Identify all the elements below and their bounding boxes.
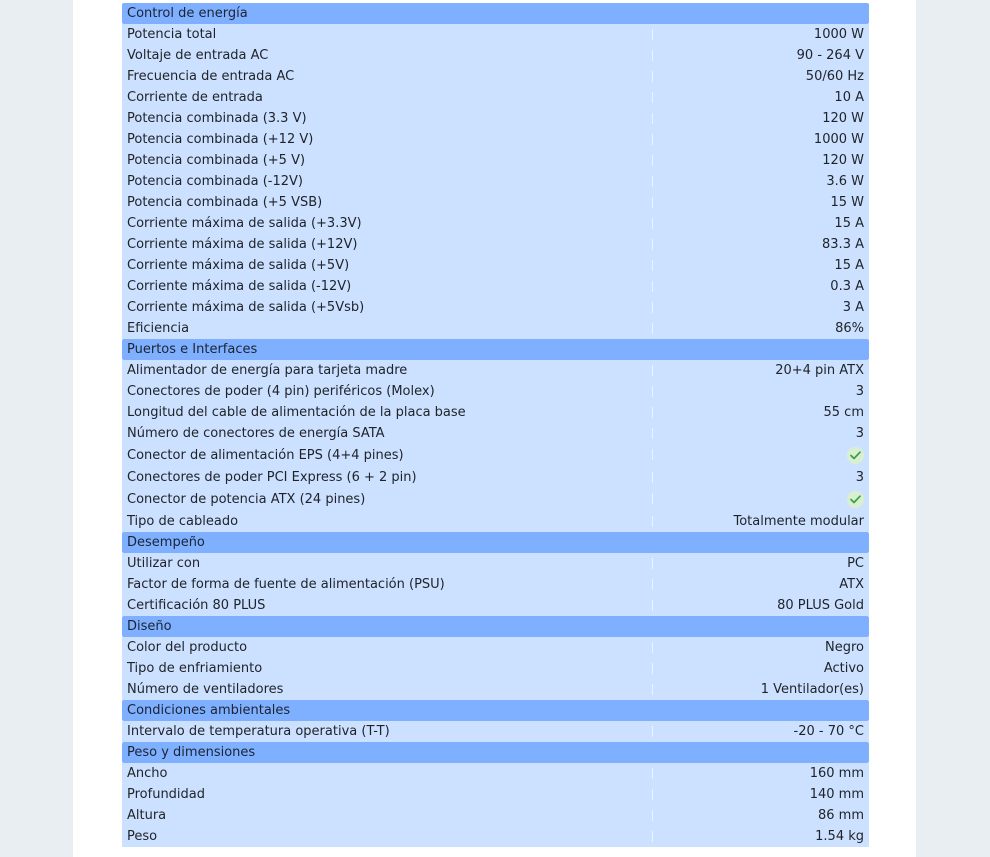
spec-label: Frecuencia de entrada AC xyxy=(127,69,295,84)
column-divider xyxy=(652,155,653,166)
spec-row xyxy=(122,45,869,66)
column-divider xyxy=(652,428,653,439)
column-divider xyxy=(652,642,653,653)
spec-label: Tipo de enfriamiento xyxy=(127,661,263,676)
spec-row xyxy=(122,423,869,444)
spec-label: Altura xyxy=(127,808,167,823)
spec-label: Corriente de entrada xyxy=(127,90,263,105)
section-header-power: Control de energía xyxy=(122,3,869,24)
column-divider xyxy=(652,239,653,250)
spec-row xyxy=(122,24,869,45)
spec-value: Negro xyxy=(825,640,864,655)
spec-label: Corriente máxima de salida (+12V) xyxy=(127,237,358,252)
column-divider xyxy=(652,113,653,124)
spec-value: 15 A xyxy=(834,216,864,231)
spec-label: Alimentador de energía para tarjeta madre xyxy=(127,363,408,378)
column-divider xyxy=(652,768,653,779)
spec-row xyxy=(122,805,869,826)
column-divider xyxy=(652,726,653,737)
spec-value: 0.3 A xyxy=(830,279,864,294)
column-divider xyxy=(652,29,653,40)
spec-value: 86 mm xyxy=(817,808,864,823)
spec-row xyxy=(122,595,869,616)
section-header-performance: Desempeño xyxy=(122,532,869,553)
spec-value: 86% xyxy=(835,321,864,336)
spec-row xyxy=(122,171,869,192)
spec-value: 10 A xyxy=(834,90,864,105)
spec-row xyxy=(122,488,869,511)
column-divider xyxy=(652,218,653,229)
spec-row xyxy=(122,87,869,108)
spec-value: 160 mm xyxy=(809,766,864,781)
spec-value: 80 PLUS Gold xyxy=(777,598,864,613)
spec-value: 3 A xyxy=(842,300,864,315)
spec-label: Conectores de poder (4 pin) periféricos (Molex) xyxy=(127,384,435,399)
spec-value: 3 xyxy=(855,470,864,485)
spec-row xyxy=(122,297,869,318)
column-divider xyxy=(652,831,653,842)
section-header-design: Diseño xyxy=(122,616,869,637)
column-divider xyxy=(652,558,653,569)
spec-row xyxy=(122,255,869,276)
spec-value-check xyxy=(847,444,869,467)
spec-row xyxy=(122,679,869,700)
spec-value: 3.6 W xyxy=(826,174,864,189)
spec-label: Potencia combinada (+5 V) xyxy=(127,153,306,168)
column-divider xyxy=(652,281,653,292)
spec-row xyxy=(122,360,869,381)
spec-value: 120 W xyxy=(822,111,864,126)
spec-label: Corriente máxima de salida (-12V) xyxy=(127,279,352,294)
check-icon xyxy=(847,447,864,464)
spec-row xyxy=(122,637,869,658)
spec-value: Activo xyxy=(823,661,864,676)
spec-row xyxy=(122,234,869,255)
column-divider xyxy=(652,472,653,483)
spec-value: 120 W xyxy=(822,153,864,168)
column-divider xyxy=(652,92,653,103)
spec-row xyxy=(122,213,869,234)
column-divider xyxy=(652,516,653,527)
column-divider xyxy=(652,260,653,271)
spec-label: Potencia combinada (+5 VSB) xyxy=(127,195,323,210)
spec-row xyxy=(122,381,869,402)
section-header-dimensions: Peso y dimensiones xyxy=(122,742,869,763)
spec-label: Factor de forma de fuente de alimentación (PSU) xyxy=(127,577,445,592)
check-icon xyxy=(847,491,864,508)
spec-label: Corriente máxima de salida (+3.3V) xyxy=(127,216,362,231)
column-divider xyxy=(652,386,653,397)
spec-label: Voltaje de entrada AC xyxy=(127,48,269,63)
spec-label: Potencia combinada (+12 V) xyxy=(127,132,314,147)
column-divider xyxy=(652,449,653,460)
spec-value: 15 W xyxy=(830,195,864,210)
spec-row xyxy=(122,129,869,150)
spec-label: Conector de alimentación EPS (4+4 pines) xyxy=(127,448,404,463)
column-divider xyxy=(652,684,653,695)
spec-value: 83.3 A xyxy=(822,237,864,252)
spec-table xyxy=(122,3,869,847)
spec-row xyxy=(122,150,869,171)
spec-row xyxy=(122,574,869,595)
column-divider xyxy=(652,176,653,187)
spec-label: Número de ventiladores xyxy=(127,682,284,697)
spec-value: ATX xyxy=(839,577,864,592)
spec-label: Eficiencia xyxy=(127,321,190,336)
spec-label: Conector de potencia ATX (24 pines) xyxy=(127,492,366,507)
spec-row xyxy=(122,658,869,679)
spec-label: Certificación 80 PLUS xyxy=(127,598,266,613)
column-divider xyxy=(652,579,653,590)
spec-label: Intervalo de temperatura operativa (T-T) xyxy=(127,724,390,739)
column-divider xyxy=(652,50,653,61)
spec-row xyxy=(122,402,869,423)
column-divider xyxy=(652,197,653,208)
spec-value: 20+4 pin ATX xyxy=(775,363,864,378)
spec-row xyxy=(122,826,869,847)
spec-value: -20 - 70 °C xyxy=(793,724,864,739)
spec-label: Potencia combinada (-12V) xyxy=(127,174,303,189)
column-divider xyxy=(652,493,653,504)
spec-label: Corriente máxima de salida (+5V) xyxy=(127,258,350,273)
spec-value: 50/60 Hz xyxy=(805,69,864,84)
spec-value: 1 Ventilador(es) xyxy=(760,682,864,697)
column-divider xyxy=(652,365,653,376)
column-divider xyxy=(652,407,653,418)
section-header-ports: Puertos e Interfaces xyxy=(122,339,869,360)
spec-row xyxy=(122,511,869,532)
spec-label: Número de conectores de energía SATA xyxy=(127,426,385,441)
content-page xyxy=(73,0,916,857)
spec-label: Peso xyxy=(127,829,158,844)
spec-value: 140 mm xyxy=(809,787,864,802)
spec-row xyxy=(122,763,869,784)
spec-value: 55 cm xyxy=(823,405,864,420)
column-divider xyxy=(652,810,653,821)
spec-label: Color del producto xyxy=(127,640,248,655)
spec-value: 1000 W xyxy=(813,132,864,147)
column-divider xyxy=(652,134,653,145)
spec-label: Longitud del cable de alimentación de la placa base xyxy=(127,405,466,420)
column-divider xyxy=(652,71,653,82)
spec-value: 90 - 264 V xyxy=(796,48,864,63)
spec-row xyxy=(122,276,869,297)
spec-value: 3 xyxy=(855,426,864,441)
spec-row xyxy=(122,318,869,339)
spec-row xyxy=(122,721,869,742)
spec-label: Conectores de poder PCI Express (6 + 2 pin) xyxy=(127,470,417,485)
column-divider xyxy=(652,789,653,800)
spec-value: Totalmente modular xyxy=(733,514,864,529)
spec-label: Potencia combinada (3.3 V) xyxy=(127,111,307,126)
column-divider xyxy=(652,323,653,334)
spec-value: 1000 W xyxy=(813,27,864,42)
spec-label: Profundidad xyxy=(127,787,206,802)
spec-label: Utilizar con xyxy=(127,556,201,571)
spec-value: PC xyxy=(847,556,864,571)
spec-row xyxy=(122,66,869,87)
spec-value: 1.54 kg xyxy=(815,829,864,844)
spec-value: 15 A xyxy=(834,258,864,273)
spec-row xyxy=(122,553,869,574)
spec-label: Tipo de cableado xyxy=(127,514,239,529)
spec-row xyxy=(122,784,869,805)
column-divider xyxy=(652,600,653,611)
spec-row xyxy=(122,467,869,488)
section-header-environment: Condiciones ambientales xyxy=(122,700,869,721)
spec-row xyxy=(122,444,869,467)
column-divider xyxy=(652,663,653,674)
spec-value-check xyxy=(847,488,869,511)
spec-row xyxy=(122,108,869,129)
column-divider xyxy=(652,302,653,313)
spec-label: Ancho xyxy=(127,766,168,781)
spec-label: Potencia total xyxy=(127,27,217,42)
spec-label: Corriente máxima de salida (+5Vsb) xyxy=(127,300,365,315)
spec-row xyxy=(122,192,869,213)
spec-value: 3 xyxy=(855,384,864,399)
